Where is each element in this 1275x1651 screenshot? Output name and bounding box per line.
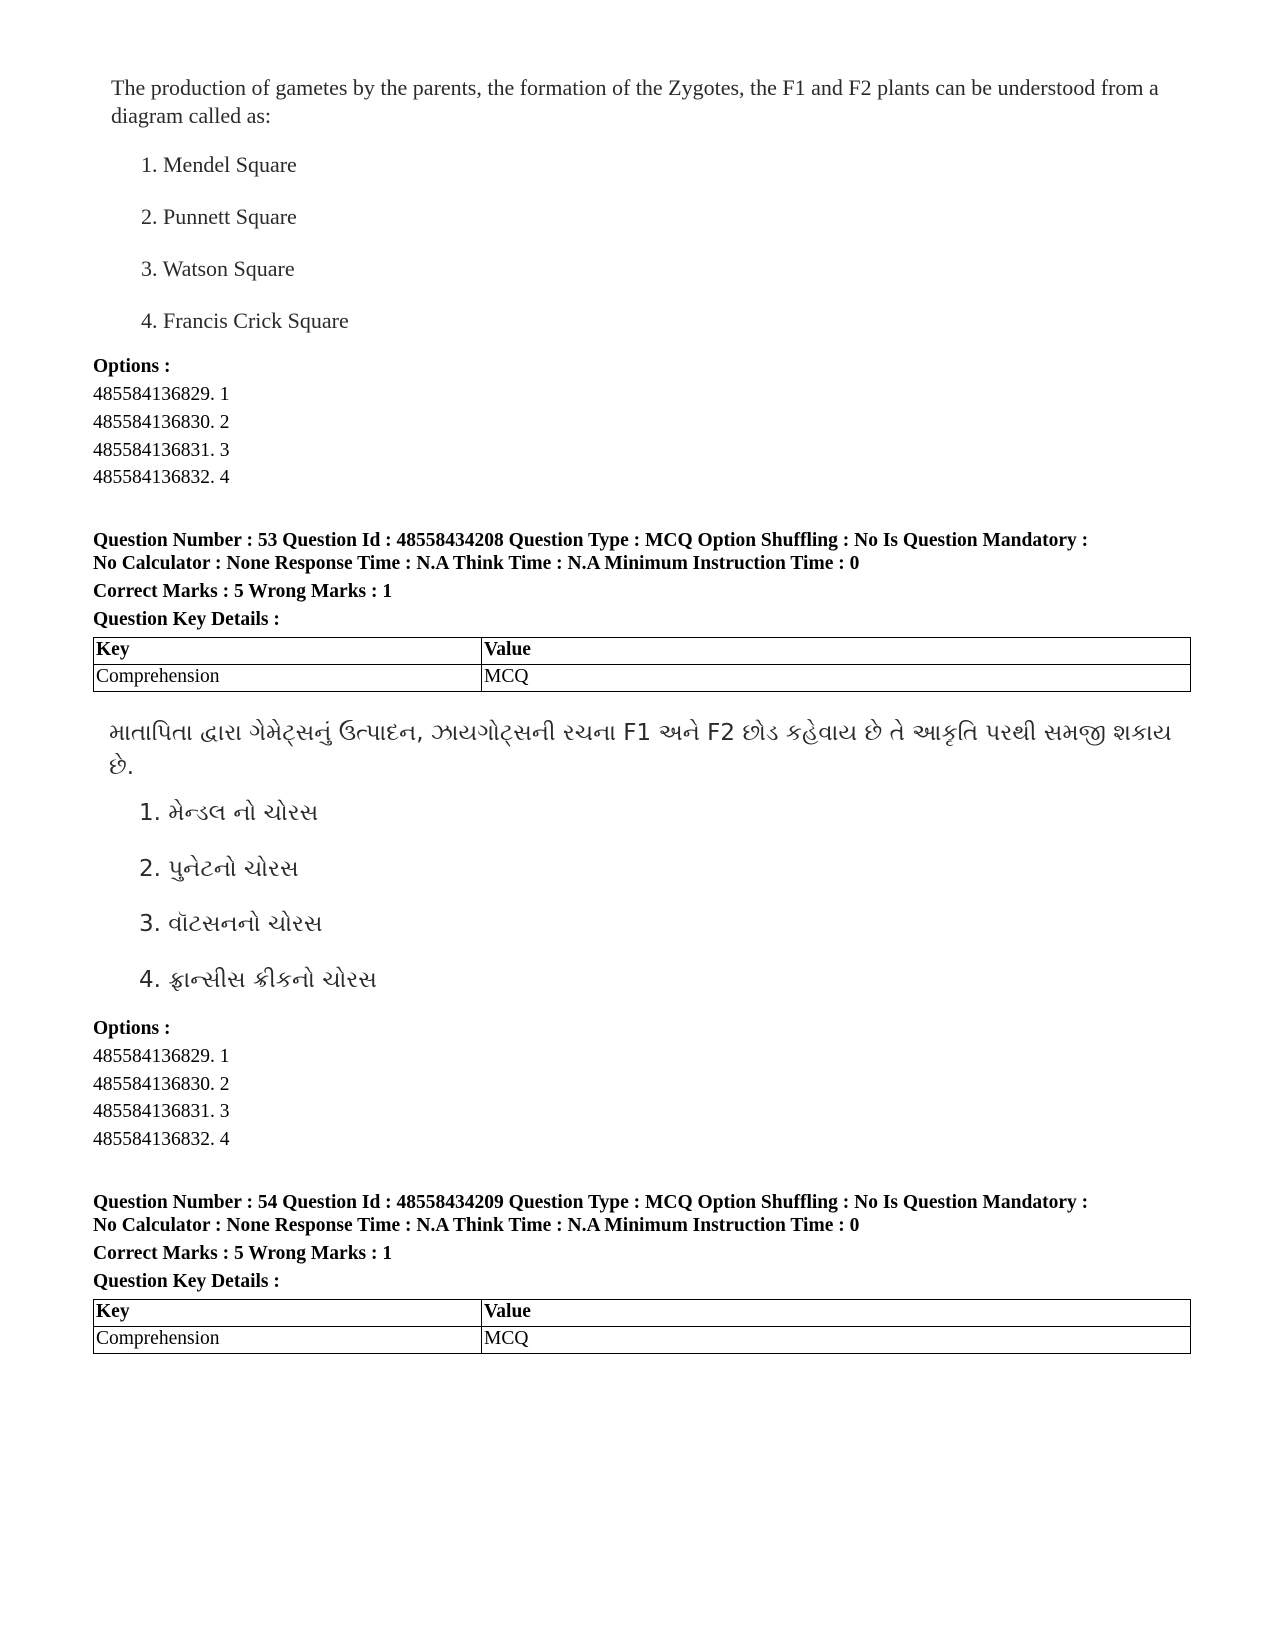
marks-line: Correct Marks : 5 Wrong Marks : 1 <box>93 1243 393 1264</box>
key-details-table <box>93 637 1191 692</box>
options-label: Options : <box>93 1018 171 1039</box>
table-row <box>94 1327 1191 1354</box>
option-id: 485584136830. 2 <box>93 412 230 433</box>
header-value: Value <box>482 638 1191 665</box>
option-id: 485584136831. 3 <box>93 1101 230 1122</box>
question-stem-gujarati: માતાપિતા દ્વારા ગેમેટ્સનું ઉત્પાદન, ઝાયગોટ્સની રચના F1 અને F2 છોડ કહેવાય છે તે આકૃતિ પરથી સમજી શકાય છે. <box>109 720 1172 780</box>
table-header-row <box>94 638 1191 665</box>
choice-1-gujarati: 1. મેન્ડલ નો ચોરસ <box>139 800 319 826</box>
choice-4: 4. Francis Crick Square <box>141 308 349 333</box>
question-meta-line1: Question Number : 53 Question Id : 48558434208 Question Type : MCQ Option Shuffling : No Is Question Mandatory : <box>93 530 1089 551</box>
key-details-label: Question Key Details : <box>93 1271 280 1292</box>
options-label: Options : <box>93 356 171 377</box>
marks-line: Correct Marks : 5 Wrong Marks : 1 <box>93 581 393 602</box>
key-details-table <box>93 1299 1191 1354</box>
question-stem: The production of gametes by the parents, the formation of the Zygotes, the F1 and F2 plants can be understood from a diagram called as: <box>111 75 1159 128</box>
header-key: Key <box>94 638 482 665</box>
cell-value: MCQ <box>482 665 1191 692</box>
cell-value: MCQ <box>482 1327 1191 1354</box>
question-meta-line1: Question Number : 54 Question Id : 48558434209 Question Type : MCQ Option Shuffling : No Is Question Mandatory : <box>93 1192 1089 1213</box>
choice-3: 3. Watson Square <box>141 256 295 281</box>
cell-key: Comprehension <box>94 665 482 692</box>
choice-2-gujarati: 2. પુનેટનો ચોરસ <box>139 856 299 882</box>
option-id: 485584136829. 1 <box>93 384 230 405</box>
header-value: Value <box>482 1300 1191 1327</box>
choice-2: 2. Punnett Square <box>141 204 297 229</box>
cell-key: Comprehension <box>94 1327 482 1354</box>
option-id: 485584136829. 1 <box>93 1046 230 1067</box>
option-id: 485584136830. 2 <box>93 1074 230 1095</box>
option-id: 485584136831. 3 <box>93 440 230 461</box>
choice-1: 1. Mendel Square <box>141 152 297 177</box>
table-header-row <box>94 1300 1191 1327</box>
choice-3-gujarati: 3. વૉટસનનો ચોરસ <box>139 911 323 937</box>
header-key: Key <box>94 1300 482 1327</box>
choice-4-gujarati: 4. ફ્રાન્સીસ ક્રીકનો ચોરસ <box>139 967 377 993</box>
option-id: 485584136832. 4 <box>93 1129 230 1150</box>
question-meta-line2: No Calculator : None Response Time : N.A Think Time : N.A Minimum Instruction Time : 0 <box>93 1215 860 1236</box>
key-details-label: Question Key Details : <box>93 609 280 630</box>
question-meta-line2: No Calculator : None Response Time : N.A Think Time : N.A Minimum Instruction Time : 0 <box>93 553 860 574</box>
table-row <box>94 665 1191 692</box>
option-id: 485584136832. 4 <box>93 467 230 488</box>
